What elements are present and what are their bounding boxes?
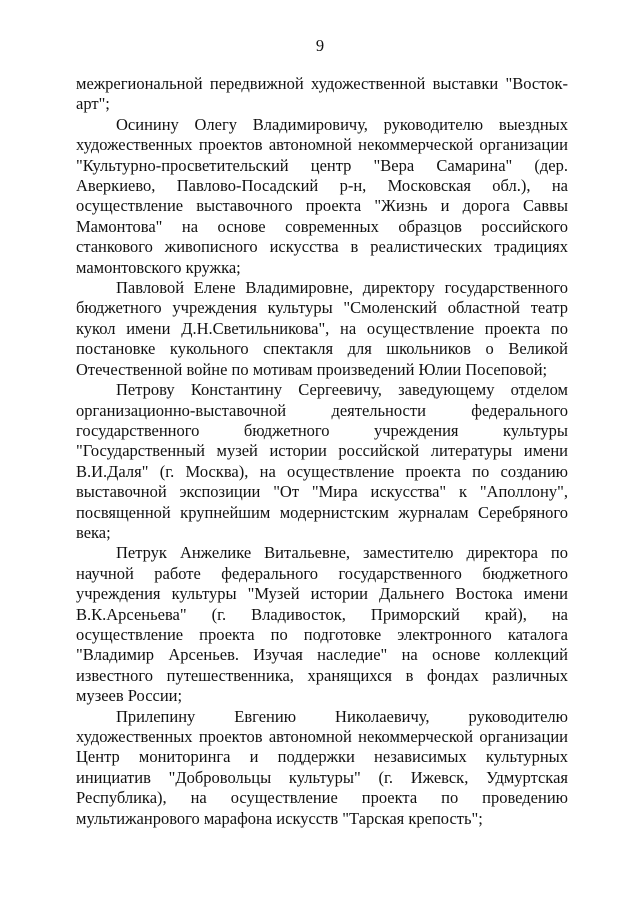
paragraph-petruk: Петрук Анжелике Витальевне, заместителю директора по научной работе федерального государственного бюджетного учреждения культуры "Музей истории Дальнего Востока имени В.К.Арсеньева" (г. Владивосток, Приморский край), на осуществление проекта по подготовке электронного каталога "Владимир Арсеньев. Изучая наследие" на основе коллекций известного путешественника, хранящихся в фондах различных музеев России;: [76, 543, 568, 706]
paragraph-prilepin: Прилепину Евгению Николаевичу, руководителю художественных проектов автономной некоммерческой организации Центр мониторинга и поддержки независимых культурных инициатив "Добровольцы культуры" (г. Ижевск, Удмуртская Республика), на осуществление проекта по проведению мультижанрового марафона искусств "Тарская крепость";: [76, 706, 568, 828]
paragraph-petrov: Петрову Константину Сергеевичу, заведующему отделом организационно-выставочной деятельности федерального государственного бюджетного учреждения культуры "Государственный музей истории российской литературы имени В.И.Даля" (г. Москва), на осуществление проекта по созданию выставочной экспозиции "От "Мира искусства" к "Аполлону", посвященной крупнейшим модернистским журналам Серебряного века;: [76, 380, 568, 542]
document-body: [76, 74, 568, 829]
paragraph-pavlova: Павловой Елене Владимировне, директору государственного бюджетного учреждения культуры "Смоленский областной театр кукол имени Д.Н.Светильникова", на осуществление проекта по постановке кукольного спектакля для школьников о Великой Отечественной войне по мотивам произведений Юлии Посеповой;: [76, 278, 568, 379]
page-number: 9: [315, 36, 325, 55]
paragraph-continuation: межрегиональной передвижной художественной выставки "Восток-арт";: [76, 74, 568, 114]
paragraph-osinin: Осинину Олегу Владимировичу, руководителю выездных художественных проектов автономной некоммерческой организации "Культурно-просветительский центр "Вера Самарина" (дер. Аверкиево, Павлово-Посадский р-н, Московская обл.), на осуществление выставочного проекта "Жизнь и дорога Саввы Мамонтова" на основе современных образцов российского станкового живописного искусства в реалистических традициях мамонтовского кружка;: [76, 114, 568, 277]
